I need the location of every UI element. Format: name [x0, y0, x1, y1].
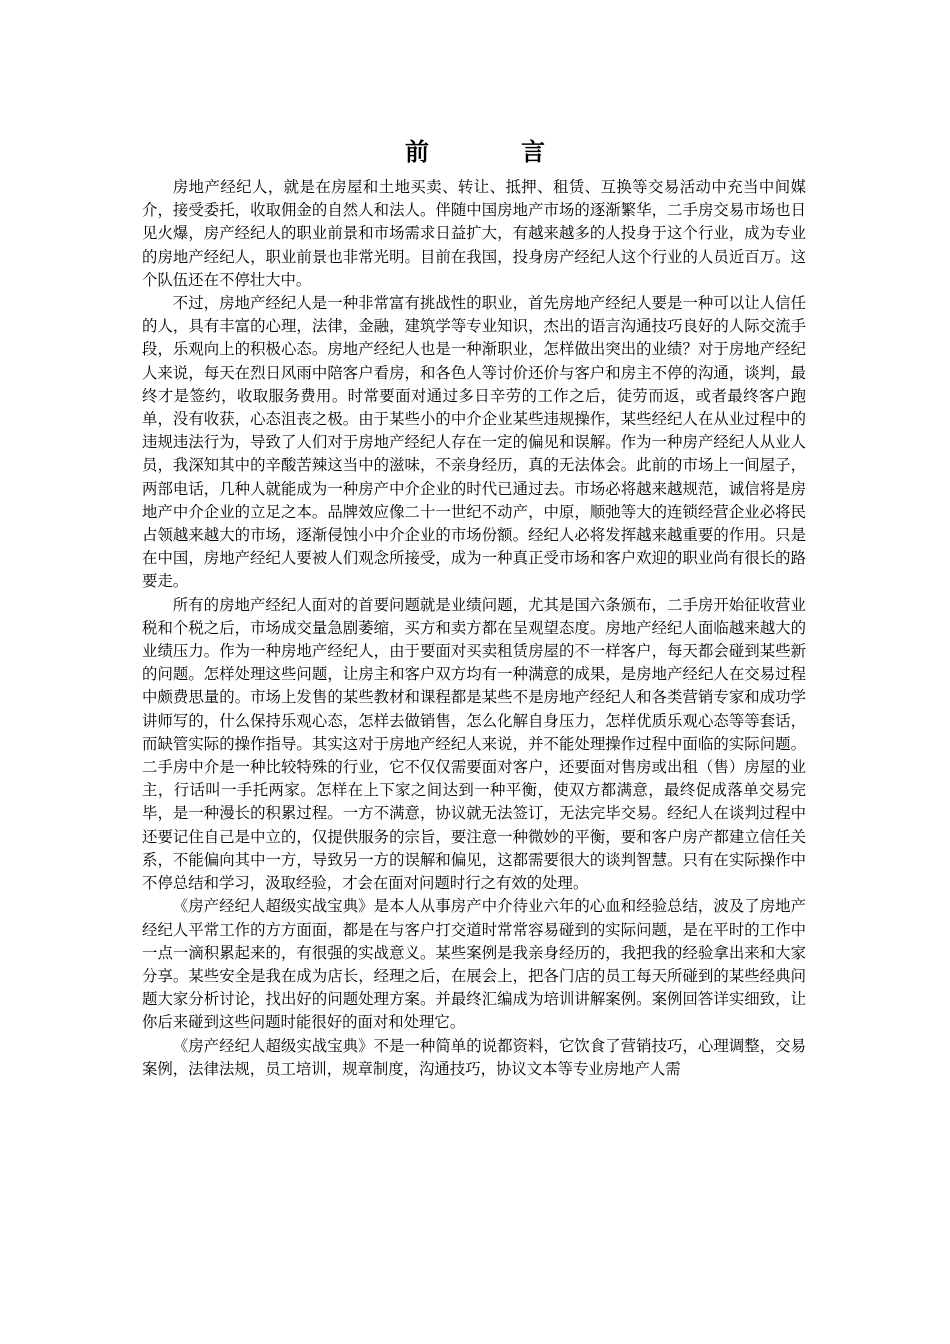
- paragraph: 所有的房地产经纪人面对的首要问题就是业绩问题，尤其是国六条颁布，二手房开始征收营业税和个税之后，市场成交量急剧萎缩，买方和卖方都在呈观望态度。房地产经纪人面临越来越大的业绩压力。作为一种房地产经纪人，由于要面对买卖租赁房屋的不一样客户，每天都会碰到某些新的问题。怎样处理这些问题，让房主和客户双方均有一种满意的成果，是房地产经纪人在交易过程中颇费思量的。市场上发售的某些教材和课程都是某些不是房地产经纪人和各类营销专家和成功学讲师写的，什么保持乐观心态，怎样去做销售，怎么化解自身压力，怎样优质乐观心态等等套话，而缺管实际的操作指导。其实这对于房地产经纪人来说，并不能处理操作过程中面临的实际问题。二手房中介是一种比较特殊的行业，它不仅仅需要面对客户，还要面对售房或出租（售）房屋的业主，行话叫一手托两家。怎样在上下家之间达到一种平衡，使双方都满意，最终促成落单交易完毕，是一种漫长的积累过程。一方不满意，协议就无法签订，无法完毕交易。经纪人在谈判过程中还要记住自己是中立的，仅提供服务的宗旨，要注意一种微妙的平衡，要和客户房产都建立信任关系，不能偏向其中一方，导致另一方的误解和偏见，这都需要很大的谈判智慧。只有在实际操作中不停总结和学习，汲取经验，才会在面对问题时行之有效的处理。: [142, 595, 806, 893]
- paragraph: 《房产经纪人超级实战宝典》是本人从事房产中介待业六年的心血和经验总结，波及了房地产经纪人平常工作的方方面面，都是在与客户打交道时常常容易碰到的实际问题，是在平时的工作中一点一滴积累起来的，有很强的实战意义。某些案例是我亲身经历的，我把我的经验拿出来和大家分享。某些安全是我在成为店长，经理之后，在展会上，把各门店的员工每天所碰到的某些经典问题大家分析讨论，找出好的问题处理方案。并最终汇编成为培训讲解案例。案例回答详实细致，让你后来碰到这些问题时能很好的面对和处理它。: [142, 897, 806, 1032]
- paragraph: 房地产经纪人，就是在房屋和土地买卖、转让、抵押、租赁、互换等交易活动中充当中间媒介，接受委托，收取佣金的自然人和法人。伴随中国房地产市场的逐渐繁华，二手房交易市场也日见火爆，房产经纪人的职业前景和市场需求日益扩大，有越来越多的人投身于这个行业，成为专业的房地产经纪人，职业前景也非常光明。目前在我国，投身房产经纪人这个行业的人员近百万。这个队伍还在不停壮大中。: [142, 178, 806, 289]
- page-title: 前 言: [405, 137, 579, 166]
- paragraph: 《房产经纪人超级实战宝典》不是一种简单的说都资料，它饮食了营销技巧，心理调整，交易案例，法律法规，员工培训，规章制度，沟通技巧，协议文本等专业房地产人需: [142, 1036, 806, 1078]
- document-body: [142, 176, 806, 1081]
- paragraph: 不过，房地产经纪人是一种非常富有挑战性的职业，首先房地产经纪人要是一种可以让人信任的人，具有丰富的心理，法律，金融，建筑学等专业知识，杰出的语言沟通技巧良好的人际交流手段，乐观向上的积极心态。房地产经纪人也是一种渐职业，怎样做出突出的业绩？对于房地产经纪人来说，每天在烈日风雨中陪客户看房，和各色人等讨价还价与客户和房主不停的沟通，谈判，最终才是签约，收取服务费用。时常要面对通过多日辛劳的工作之后，徒劳而返，或者最终客户跑单，没有收获，心态沮丧之极。由于某些小的中介企业某些违规操作，某些经纪人在从业过程中的违规违法行为，导致了人们对于房地产经纪人存在一定的偏见和误解。作为一种房产经纪人从业人员，我深知其中的辛酸苦辣这当中的滋味，不亲身经历，真的无法体会。此前的市场上一间屋子，两部电话，几种人就能成为一种房产中介企业的时代已通过去。市场必将越来越规范，诚信将是房地产中介企业的立足之本。品牌效应像二十一世纪不动产，中原，顺弛等大的连锁经营企业必将民占领越来越大的市场，逐渐侵蚀小中介企业的市场份额。经纪人必将发挥越来越重要的作用。只是在中国，房地产经纪人要被人们观念所接受，成为一种真正受市场和客户欢迎的职业尚有很长的路要走。: [142, 294, 806, 591]
